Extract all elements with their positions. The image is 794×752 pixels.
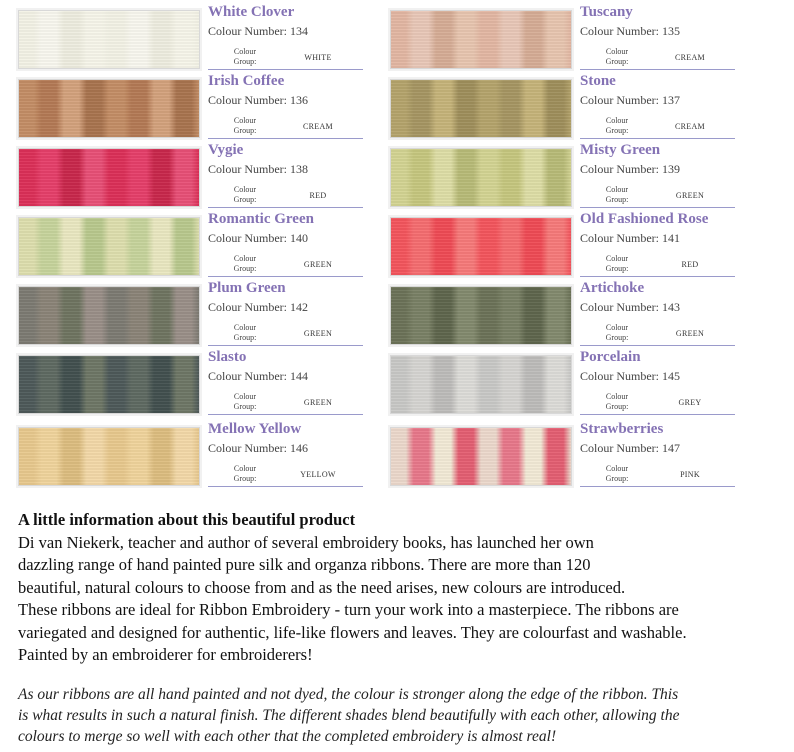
colour-group-value: PINK xyxy=(680,470,700,479)
divider xyxy=(208,207,363,208)
colour-card[interactable] xyxy=(18,421,383,496)
colour-group-label: Colour Group: xyxy=(233,185,257,204)
colour-number: Colour Number: 145 xyxy=(580,369,680,383)
colour-name: Plum Green xyxy=(208,280,286,296)
colour-name: Stone xyxy=(580,73,616,89)
colour-name: Porcelain xyxy=(580,349,641,365)
colour-number: Colour Number: 146 xyxy=(208,441,308,455)
info-line: Di van Niekerk, teacher and author of several embroidery books, has launched her own xyxy=(18,532,594,552)
info-heading: A little information about this beautiful product xyxy=(18,510,356,529)
colour-card[interactable] xyxy=(390,142,755,217)
colour-card[interactable] xyxy=(390,421,755,496)
colour-group-value: YELLOW xyxy=(300,470,336,479)
colour-name: Old Fashioned Rose xyxy=(580,211,709,227)
info-line: dazzling range of hand painted pure silk and organza ribbons. There are more than 120 xyxy=(18,555,591,574)
colour-group-label: Colour Group: xyxy=(233,323,257,342)
note-line: As our ribbons are all hand painted and not dyed, the colour is stronger along the edge of the ribbon. This xyxy=(18,686,679,703)
colour-group-label: Colour Group: xyxy=(233,116,257,135)
colour-card[interactable] xyxy=(390,4,755,79)
ribbon-swatch-image[interactable] xyxy=(390,217,572,276)
colour-number: Colour Number: 135 xyxy=(580,24,680,38)
info-line: variegated and designed for authentic, life-like flowers and leaves. They are colourfast and washable. xyxy=(18,622,687,642)
colour-card[interactable] xyxy=(18,211,383,286)
info-line: beautiful, natural colours to choose from and as the need arises, new colours are introduced. xyxy=(18,577,626,597)
colour-card[interactable] xyxy=(18,73,383,148)
colour-number: Colour Number: 140 xyxy=(208,231,308,245)
info-line: These ribbons are ideal for Ribbon Embroidery - turn your work into a masterpiece. The ribbons are xyxy=(18,600,679,619)
colour-card[interactable] xyxy=(18,349,383,424)
colour-group-value: GREEN xyxy=(675,191,705,200)
divider xyxy=(580,138,735,139)
ribbon-swatch-image[interactable] xyxy=(390,10,572,69)
colour-number: Colour Number: 137 xyxy=(580,93,680,107)
colour-group-value: CREAM xyxy=(675,53,705,62)
colour-group-value: RED xyxy=(309,191,327,200)
colour-name: Artichoke xyxy=(580,280,645,296)
colour-card[interactable] xyxy=(390,349,755,424)
colour-group-label: Colour Group: xyxy=(605,116,629,135)
colour-group-value: CREAM xyxy=(675,122,705,131)
colour-group-label: Colour Group: xyxy=(605,323,629,342)
colour-group-label: Colour Group: xyxy=(605,392,629,411)
colour-group-value: CREAM xyxy=(303,122,333,131)
colour-card[interactable] xyxy=(18,4,383,79)
colour-group-label: Colour Group: xyxy=(233,254,257,273)
colour-card[interactable] xyxy=(18,142,383,217)
note-line: is what results in such a natural finish. The different shades blend beautifully with each other, allowing the xyxy=(18,707,680,724)
product-info xyxy=(18,509,778,667)
colour-number: Colour Number: 139 xyxy=(580,162,680,176)
colour-group-value: RED xyxy=(681,260,699,269)
colour-group-label: Colour Group: xyxy=(233,464,257,483)
ribbon-swatch-image[interactable] xyxy=(390,355,572,414)
colour-name: Slasto xyxy=(208,349,247,365)
divider xyxy=(580,69,735,70)
colour-number: Colour Number: 143 xyxy=(580,300,680,314)
colour-card[interactable] xyxy=(390,211,755,286)
colour-group-value: GREEN xyxy=(303,398,333,407)
colour-name: Irish Coffee xyxy=(208,73,285,89)
ribbon-swatch-image[interactable] xyxy=(18,286,200,345)
colour-number: Colour Number: 141 xyxy=(580,231,680,245)
ribbon-swatch-image[interactable] xyxy=(18,427,200,486)
colour-number: Colour Number: 144 xyxy=(208,369,308,383)
divider xyxy=(580,345,735,346)
colour-name: Mellow Yellow xyxy=(208,421,302,437)
colour-group-value: GREEN xyxy=(303,260,333,269)
hand-painted-note xyxy=(18,684,788,747)
colour-number: Colour Number: 134 xyxy=(208,24,308,38)
colour-number: Colour Number: 147 xyxy=(580,441,680,455)
colour-group-label: Colour Group: xyxy=(233,392,257,411)
ribbon-swatch-image[interactable] xyxy=(18,148,200,207)
colour-number: Colour Number: 136 xyxy=(208,93,308,107)
colour-group-value: GREEN xyxy=(675,329,705,338)
info-line: Painted by an embroiderer for embroiderers! xyxy=(18,645,313,664)
colour-group-label: Colour Group: xyxy=(233,47,257,66)
colour-group-label: Colour Group: xyxy=(605,254,629,273)
colour-name: Romantic Green xyxy=(208,211,314,227)
divider xyxy=(208,345,363,346)
colour-name: Misty Green xyxy=(580,142,661,158)
note-line: colours to merge so well with each other that the completed embroidery is almost real! xyxy=(18,728,557,745)
colour-group-value: GREY xyxy=(678,398,702,407)
colour-card[interactable] xyxy=(390,73,755,148)
ribbon-swatch-image[interactable] xyxy=(390,148,572,207)
colour-card[interactable] xyxy=(390,280,755,355)
divider xyxy=(208,486,363,487)
ribbon-swatch-image[interactable] xyxy=(390,427,572,486)
divider xyxy=(208,276,363,277)
ribbon-swatch-image[interactable] xyxy=(390,286,572,345)
colour-group-label: Colour Group: xyxy=(605,47,629,66)
ribbon-swatch-image[interactable] xyxy=(18,79,200,138)
divider xyxy=(208,69,363,70)
colour-name: Tuscany xyxy=(580,4,633,20)
colour-name: Strawberries xyxy=(580,421,664,437)
colour-number: Colour Number: 142 xyxy=(208,300,308,314)
colour-group-label: Colour Group: xyxy=(605,185,629,204)
ribbon-swatch-image[interactable] xyxy=(18,355,200,414)
ribbon-swatch-image[interactable] xyxy=(18,217,200,276)
divider xyxy=(208,414,363,415)
divider xyxy=(580,486,735,487)
divider xyxy=(208,138,363,139)
divider xyxy=(580,207,735,208)
divider xyxy=(580,276,735,277)
colour-group-value: GREEN xyxy=(303,329,333,338)
colour-name: Vygie xyxy=(208,142,244,158)
ribbon-swatch-image[interactable] xyxy=(18,10,200,69)
divider xyxy=(580,414,735,415)
colour-card[interactable] xyxy=(18,280,383,355)
colour-name: White Clover xyxy=(208,4,295,20)
ribbon-swatch-image[interactable] xyxy=(390,79,572,138)
colour-group-value: WHITE xyxy=(304,53,332,62)
colour-number: Colour Number: 138 xyxy=(208,162,308,176)
colour-group-label: Colour Group: xyxy=(605,464,629,483)
